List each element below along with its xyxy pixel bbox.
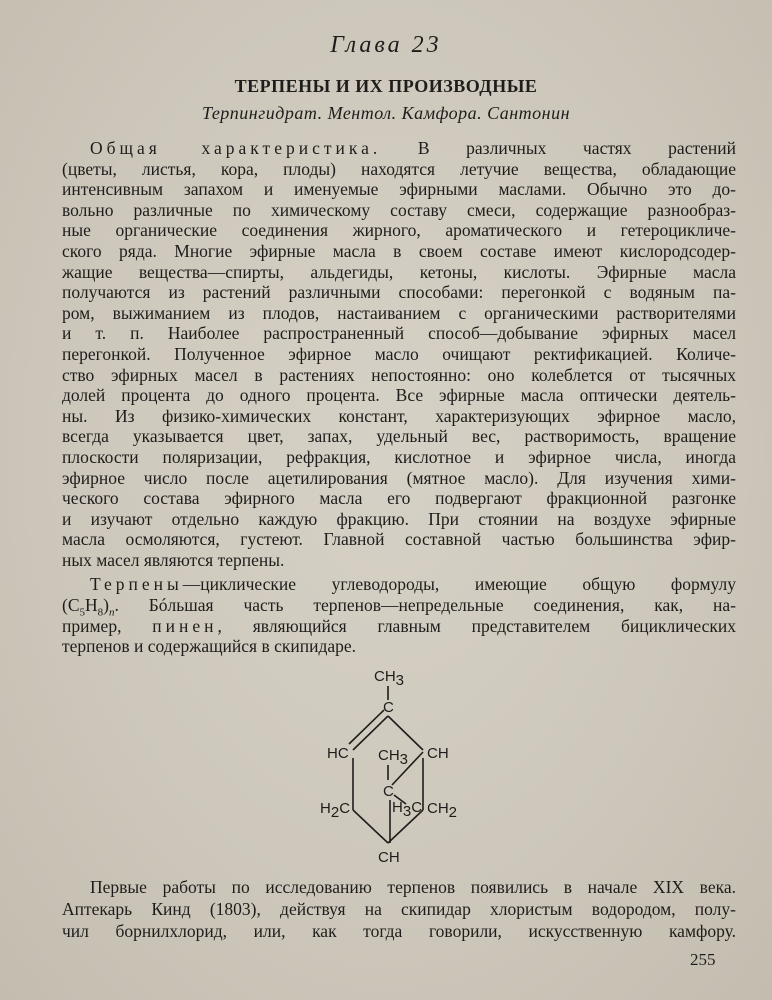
spaced-term: пинен xyxy=(152,615,218,636)
formula-part: (C xyxy=(62,595,80,616)
text-line xyxy=(62,574,736,595)
text-line: ны. Из физико-химических констант, характеризующих эфирное масло, xyxy=(62,405,736,426)
formula-part: ) xyxy=(103,595,109,616)
spaced-lead: Общая характеристика. xyxy=(90,138,382,158)
atom-label: CH xyxy=(427,745,449,762)
chapter-heading: Глава 23 xyxy=(330,32,442,58)
text-line: масла осмоляются, густеют. Главной составной частью большинства эфир- xyxy=(62,529,736,550)
chapter-subtitle: Терпингидрат. Ментол. Камфора. Сантонин xyxy=(201,103,571,123)
paragraph-history xyxy=(62,876,736,942)
text-line: терпенов и содержащийся в скипидаре. xyxy=(62,636,357,657)
formula-subscript: n xyxy=(108,606,115,619)
text-span: . Бóльшая часть терпенов—непредельные соединения, как, на- xyxy=(114,595,736,616)
spaced-term: Терпены xyxy=(90,574,183,595)
text-line: эфирное число после ацетилирования (мятное масло). Для изучения хими- xyxy=(62,467,736,488)
page-number: 255 xyxy=(690,950,716,969)
text-line: ческого состава эфирного масла его подвергают фракционной разгонке xyxy=(62,488,736,509)
atom-label: CH3 xyxy=(378,747,409,768)
formula-part: H xyxy=(85,595,98,616)
pinene-structure-diagram xyxy=(300,650,480,870)
text-line: ство эфирных масел в растениях непостоянно: оно колеблется от тысячных xyxy=(62,364,736,385)
text-line: и изучают отдельно каждую фракцию. При стоянии на воздухе эфирные xyxy=(62,508,736,529)
text-line: интенсивным запахом и именуемые эфирными маслами. Обычно это до- xyxy=(62,179,736,200)
text-line: долей процента до одного процента. Все эфирные масла оптически деятель- xyxy=(62,385,736,406)
chapter-title: ТЕРПЕНЫ И ИХ ПРОИЗВОДНЫЕ xyxy=(234,76,538,96)
text-line: перегонкой. Полученное эфирное масло очищают ректификацией. Количе- xyxy=(62,343,736,364)
atom-label: CH3 xyxy=(374,668,405,689)
text-line: ные органические соединения жирного, ароматического и гетероцикличе- xyxy=(62,220,736,241)
text-line xyxy=(62,138,736,159)
atom-label: C xyxy=(383,783,394,800)
atom-label: H2C xyxy=(320,800,351,821)
atom-label: C xyxy=(383,699,394,716)
text-line: чил борнилхлорид, или, как тогда говорили, искусственную камфору. xyxy=(62,921,736,941)
text-span: , являющийся главным представителем бициклических xyxy=(217,615,736,636)
text-line: (цветы, листья, кора, плоды) находятся летучие вещества, обладающие xyxy=(62,158,736,179)
text-line xyxy=(62,616,736,637)
atom-label: CH xyxy=(378,849,400,866)
text-line: Аптекарь Кинд (1803), действуя на скипидар хлористым водородом, полу- xyxy=(62,899,736,919)
text-span: пример, xyxy=(62,615,122,636)
atom-label: HC xyxy=(327,745,349,762)
atom-label: H3C xyxy=(392,799,423,820)
text-line: ром, выжиманием из плодов, настаиванием с органическими растворителями xyxy=(62,302,736,323)
text-line: Первые работы по исследованию терпенов появились в начале XIX века. xyxy=(90,877,736,897)
text-line: ского ряда. Многие эфирные масла в своем составе имеют кислородсодер- xyxy=(62,240,736,261)
text-line: всегда указывается цвет, запах, удельный вес, растворимость, вращение xyxy=(62,426,736,447)
text-line xyxy=(62,595,736,619)
text-line: и т. п. Наиболее распространенный способ—добывание эфирных масел xyxy=(62,323,736,344)
text-span: В различных частях растений xyxy=(381,138,736,158)
paragraph-general-characteristics xyxy=(62,138,736,657)
text-line: жащие вещества—спирты, альдегиды, кетоны, кислоты. Эфирные масла xyxy=(62,261,736,282)
text-line: ных масел являются терпены. xyxy=(62,549,285,570)
atom-label: CH2 xyxy=(427,800,458,821)
text-line: плоскости поляризации, рефракция, кислотное и эфирное числа, иногда xyxy=(62,446,736,467)
text-span: —циклические углеводороды, имеющие общую формулу xyxy=(182,574,736,595)
text-line: вольно различные по химическому составу смеси, содержащие разнообраз- xyxy=(62,199,736,220)
text-line: получаются из растений различными способами: перегонкой с водяным па- xyxy=(62,282,736,303)
formula-subscript: 8 xyxy=(97,606,104,619)
formula-subscript: 5 xyxy=(79,606,85,619)
